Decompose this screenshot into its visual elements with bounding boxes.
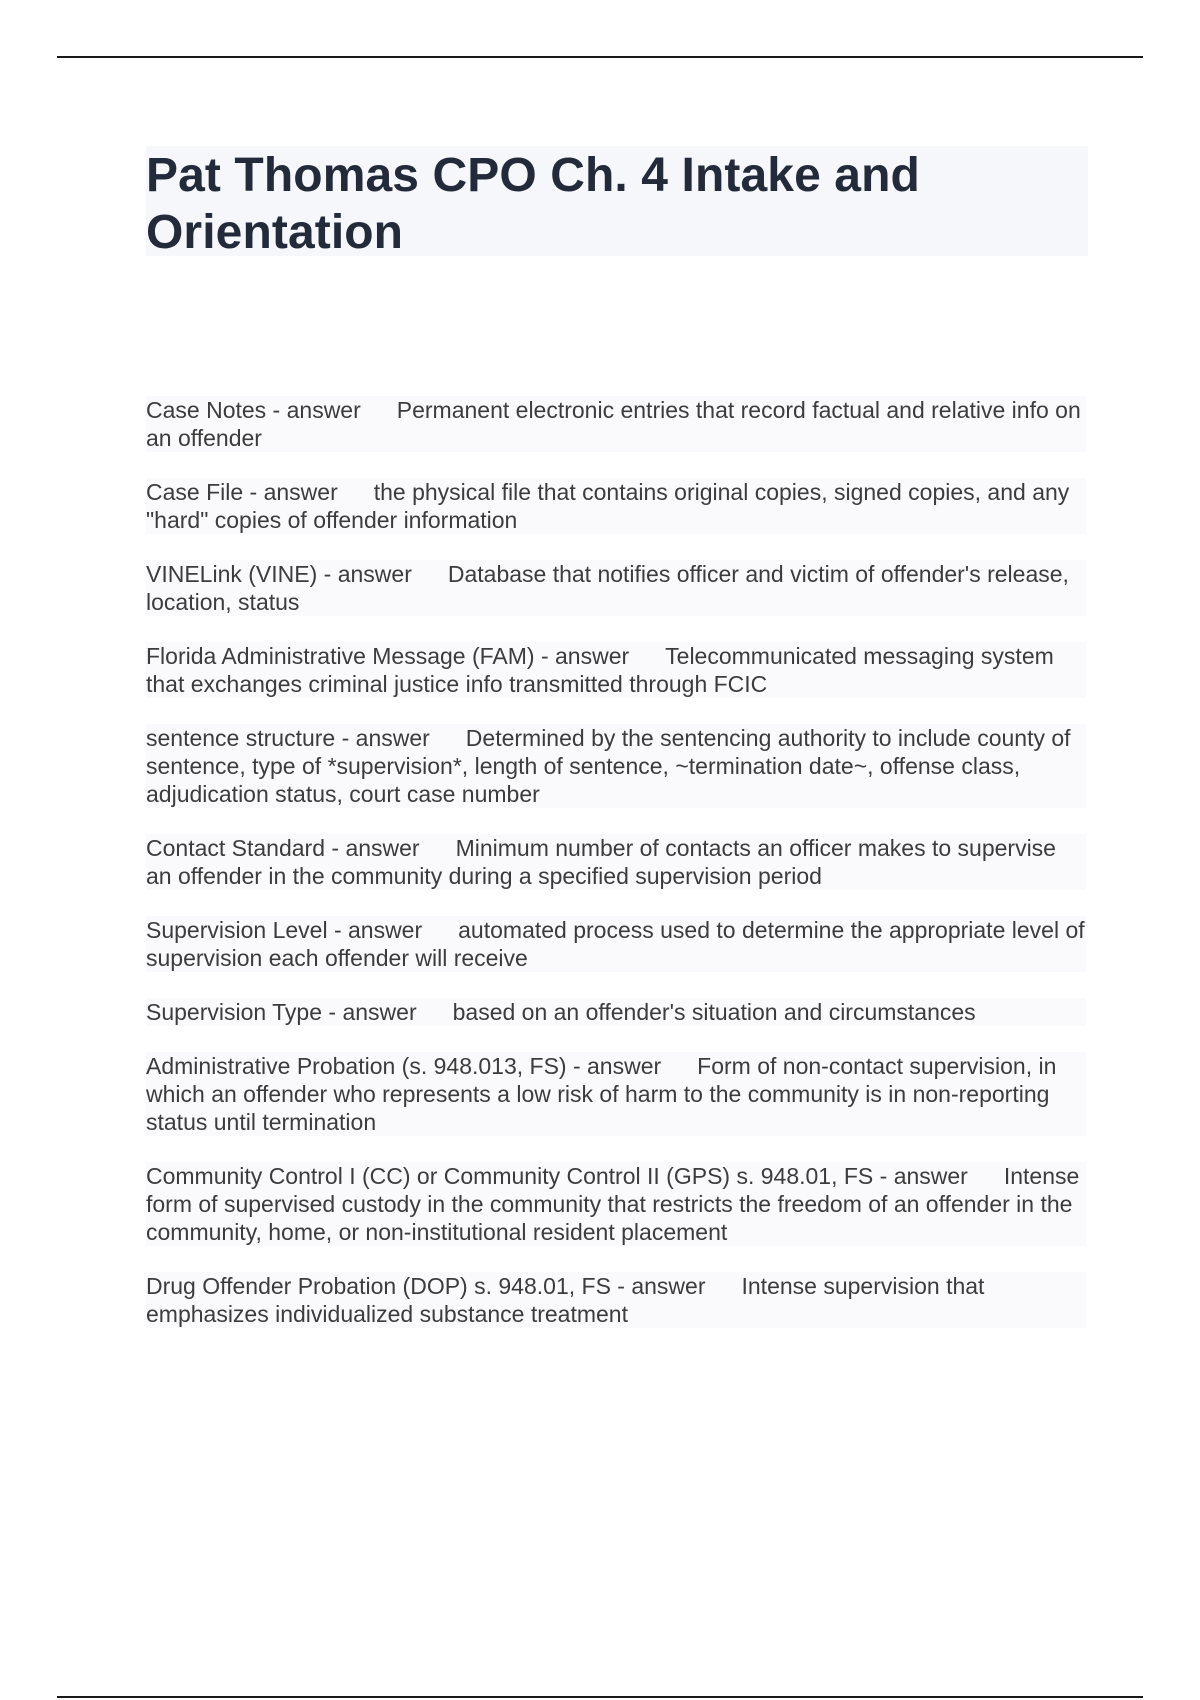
flashcard-list <box>146 396 1092 1354</box>
list-item <box>146 916 1092 972</box>
list-item <box>146 834 1086 890</box>
page-title: Pat Thomas CPO Ch. 4 Intake and Orientation <box>146 149 920 259</box>
definition: Intense supervision that emphasizes individualized substance treatment <box>146 1273 991 1327</box>
term: Drug Offender Probation (DOP) s. 948.01, FS - answer <box>146 1273 706 1299</box>
term: sentence structure - answer <box>146 725 430 751</box>
definition: the physical file that contains original copies, signed copies, and any "hard" copies of offender information <box>146 479 1076 533</box>
list-item <box>146 478 1086 534</box>
term: Supervision Level - answer <box>146 917 423 943</box>
term: VINELink (VINE) - answer <box>146 561 412 587</box>
term: Community Control I (CC) or Community Control II (GPS) s. 948.01, FS - answer <box>146 1163 968 1189</box>
term: Case File - answer <box>146 479 338 505</box>
definition: Permanent electronic entries that record factual and relative info on an offender <box>146 397 1088 451</box>
bottom-rule <box>57 1696 1143 1698</box>
list-item <box>146 396 1086 452</box>
term: Florida Administrative Message (FAM) - answer <box>146 643 630 669</box>
list-item <box>146 1162 1086 1246</box>
title-block <box>146 146 1088 259</box>
term: Contact Standard - answer <box>146 835 420 861</box>
definition: Form of non-contact supervision, in which an offender who represents a low risk of harm to the community is in non-reporting status until termination <box>146 1053 1063 1135</box>
definition: Determined by the sentencing authority to include county of sentence, type of *supervision*, length of sentence, ~termination date~, offense class, adjudication status, court case number <box>146 725 1077 807</box>
term: Administrative Probation (s. 948.013, FS) - answer <box>146 1053 662 1079</box>
definition: Database that notifies officer and victim of offender's release, location, status <box>146 561 1076 615</box>
definition: Intense form of supervised custody in the community that restricts the freedom of an offender in the community, home, or non-institutional resident placement <box>146 1163 1086 1245</box>
list-item <box>146 642 1086 698</box>
term: Supervision Type - answer <box>146 999 417 1025</box>
definition: automated process used to determine the appropriate level of supervision each offender will receive <box>146 917 1092 971</box>
list-item <box>146 998 1086 1026</box>
list-item <box>146 1272 1086 1328</box>
list-item <box>146 1052 1086 1136</box>
term: Case Notes - answer <box>146 397 361 423</box>
list-item <box>146 560 1086 616</box>
definition: based on an offender's situation and circumstances <box>452 999 976 1025</box>
definition: Minimum number of contacts an officer makes to supervise an offender in the community during a specified supervision period <box>146 835 1063 889</box>
list-item <box>146 724 1086 808</box>
definition: Telecommunicated messaging system that exchanges criminal justice info transmitted through FCIC <box>146 643 1061 697</box>
top-rule <box>57 56 1143 58</box>
